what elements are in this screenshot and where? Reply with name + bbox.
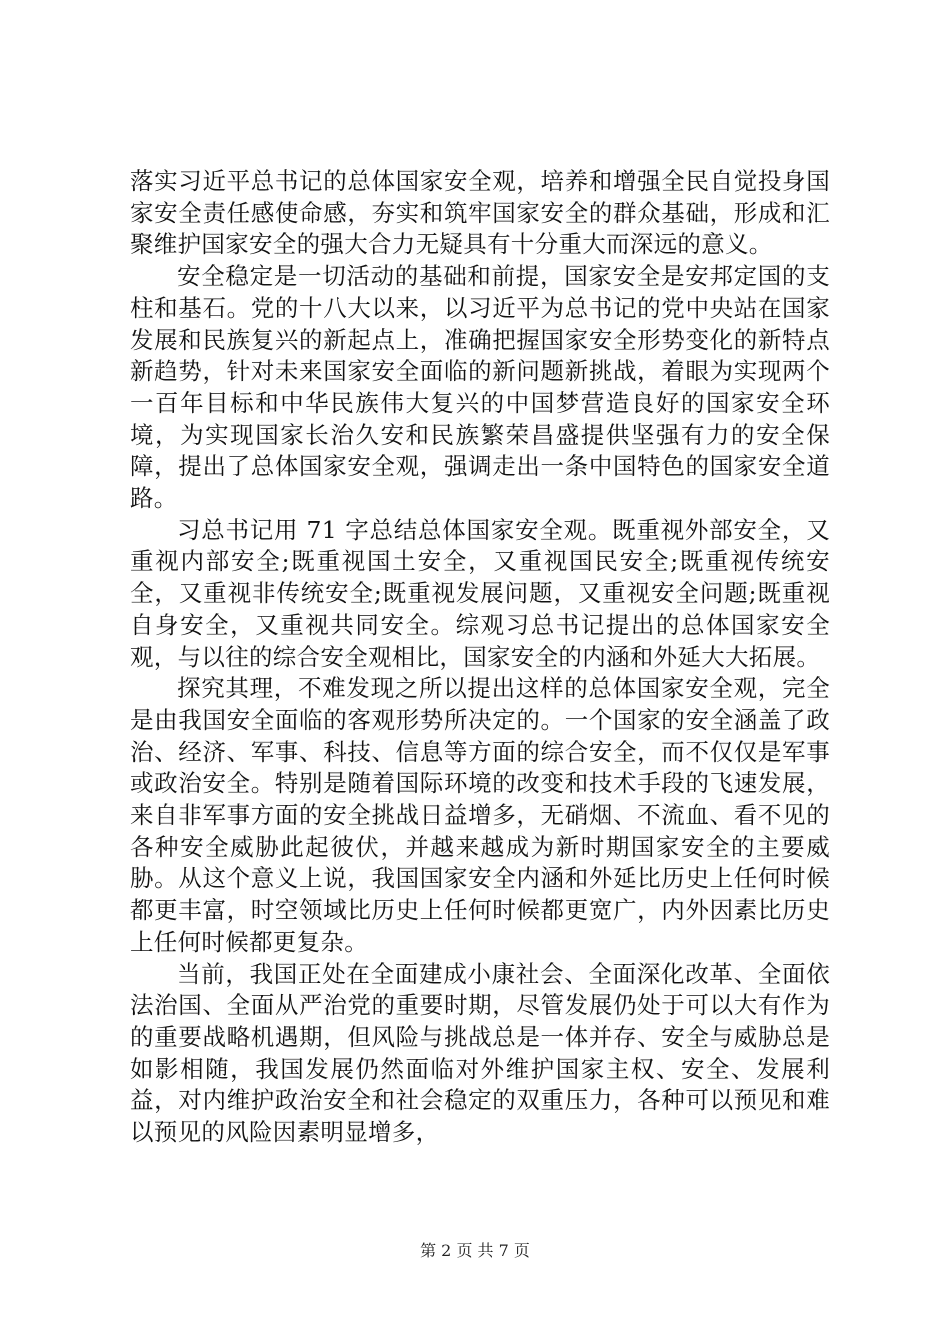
- paragraph-5: 当前，我国正处在全面建成小康社会、全面深化改革、全面依法治国、全面从严治党的重要时期，尽管发展仍处于可以大有作为的重要战略机遇期，但风险与挑战总是一体并存、安全与威胁总是如影相随，我国发展仍然面临对外维护国家主权、安全、发展利益，对内维护政治安全和社会稳定的双重压力，各种可以预见和难以预见的风险因素明显增多，: [130, 959, 830, 1147]
- paragraph-3: 习总书记用 71 字总结总体国家安全观。既重视外部安全，又重视内部安全;既重视国土安全，又重视国民安全;既重视传统安全，又重视非传统安全;既重视发展问题，又重视安全问题;既重视自身安全，又重视共同安全。综观习总书记提出的总体国家安全观，与以往的综合安全观相比，国家安全的内涵和外延大大拓展。: [130, 515, 830, 671]
- body-text: [130, 166, 830, 1149]
- page-number-footer: 第 2 页 共 7 页: [420, 1241, 530, 1260]
- paragraph-4: 探究其理，不难发现之所以提出这样的总体国家安全观，完全是由我国安全面临的客观形势所决定的。一个国家的安全涵盖了政治、经济、军事、科技、信息等方面的综合安全，而不仅仅是军事或政治安全。特别是随着国际环境的改变和技术手段的飞速发展，来自非军事方面的安全挑战日益增多，无硝烟、不流血、看不见的各种安全威胁此起彼伏，并越来越成为新时期国家安全的主要威胁。从这个意义上说，我国国家安全内涵和外延比历史上任何时候都更丰富，时空领域比历史上任何时候都更宽广，内外因素比历史上任何时候都更复杂。: [130, 674, 830, 956]
- paragraph-2: 安全稳定是一切活动的基础和前提，国家安全是安邦定国的支柱和基石。党的十八大以来，以习近平为总书记的党中央站在国家发展和民族复兴的新起点上，准确把握国家安全形势变化的新特点新趋势，针对未来国家安全面临的新问题新挑战，着眼为实现两个一百年目标和中华民族伟大复兴的中国梦营造良好的国家安全环境，为实现国家长治久安和民族繁荣昌盛提供坚强有力的安全保障，提出了总体国家安全观，强调走出一条中国特色的国家安全道路。: [130, 262, 830, 513]
- paragraph-1: 落实习近平总书记的总体国家安全观，培养和增强全民自觉投身国家安全责任感使命感，夯实和筑牢国家安全的群众基础，形成和汇聚维护国家安全的强大合力无疑具有十分重大而深远的意义。: [130, 167, 830, 259]
